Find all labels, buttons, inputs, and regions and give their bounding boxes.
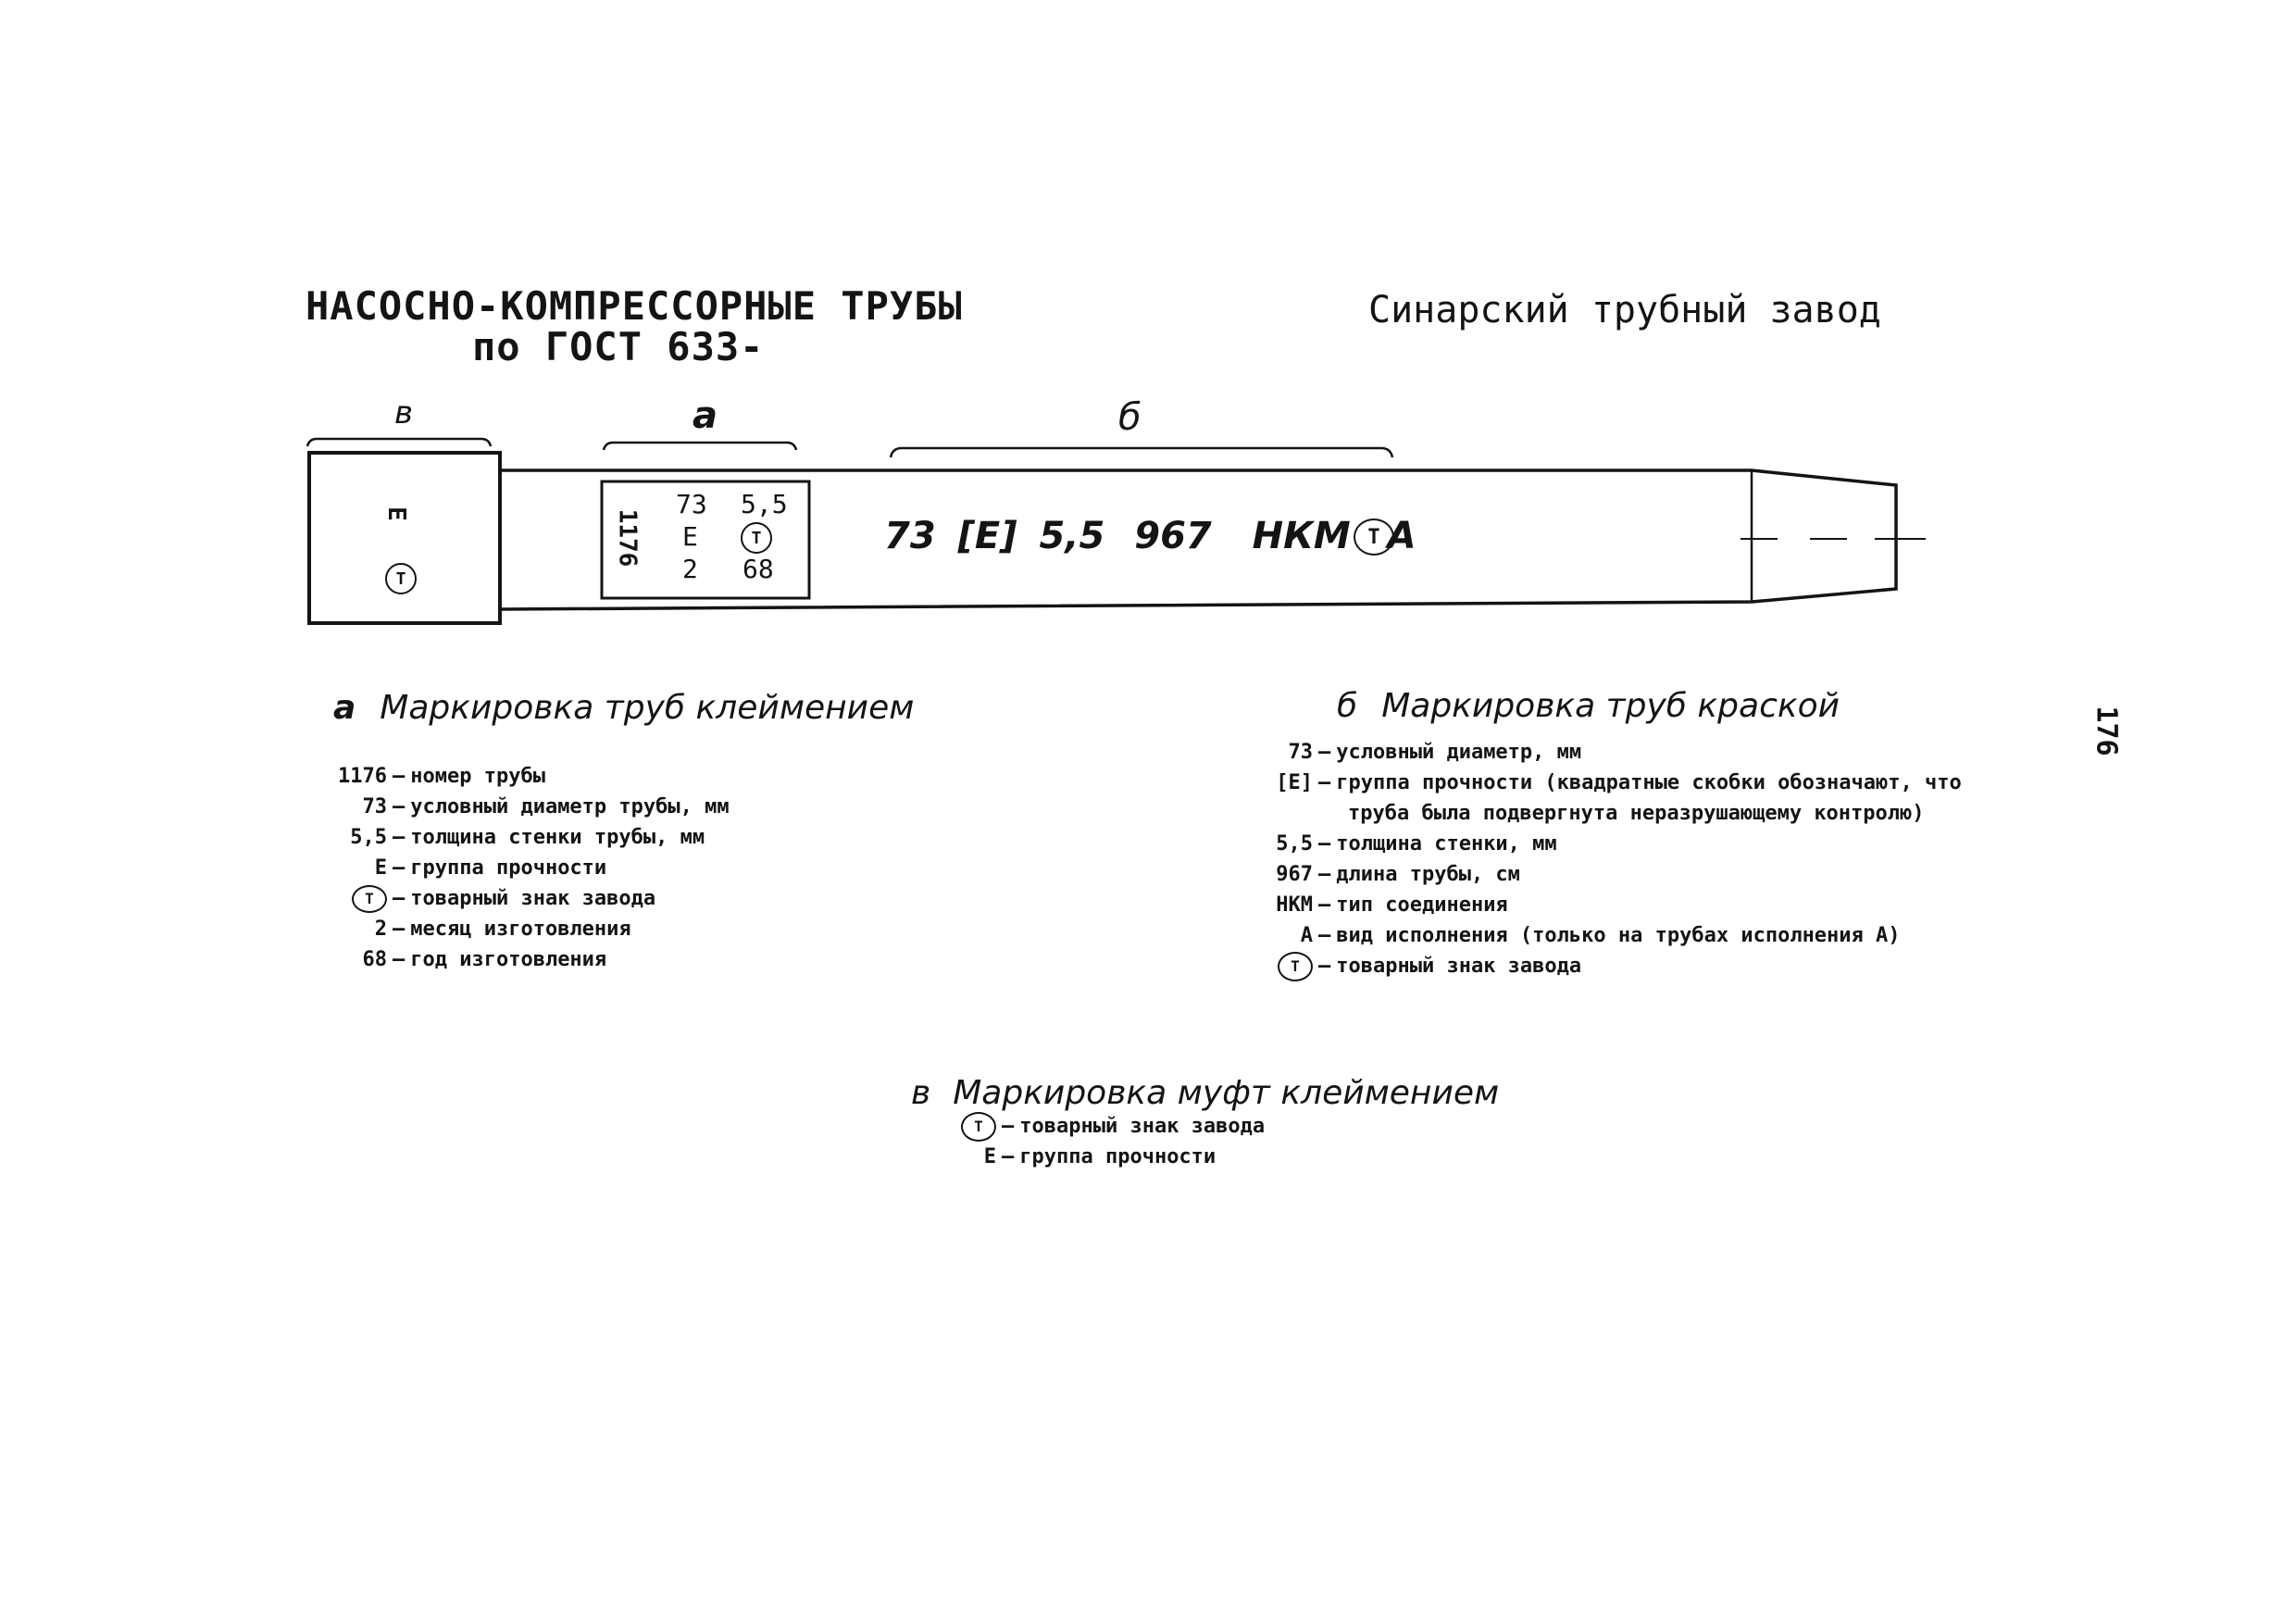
legend-v-caption <box>911 1074 1499 1112</box>
bracket-v <box>307 439 491 446</box>
legend-v-letter: в <box>911 1074 931 1112</box>
list-item: НКМ – тип соединения <box>1261 890 1962 920</box>
list-item: Т – товарный знак завода <box>315 883 730 914</box>
bracket-a <box>604 443 796 450</box>
legend-desc: тип соединения <box>1336 893 1508 917</box>
legend-key: 2 <box>374 918 387 941</box>
plant-name: Синарский трубный завод <box>1368 289 1881 331</box>
bracket-v-label: в <box>394 394 414 431</box>
legend-key: 73 <box>362 795 387 818</box>
stamp-trademark-icon: Т <box>741 522 772 554</box>
list-item: 1176 – номер трубы <box>315 761 730 792</box>
stamp-diameter: 73 <box>676 489 707 519</box>
legend-v-list <box>935 1111 1265 1172</box>
coupling-trademark-icon: Т <box>385 563 417 594</box>
legend-a-letter: а <box>333 689 356 727</box>
legend-desc: группа прочности (квадратные скобки обозначают, что <box>1336 771 1962 794</box>
paint-connection: НКМ <box>1252 515 1351 557</box>
legend-desc: условный диаметр, мм <box>1336 741 1582 764</box>
legend-desc: труба была подвергнута неразрушающему контролю) <box>1348 802 1925 825</box>
list-item <box>1261 798 1962 829</box>
document-title: НАСОСНО-КОМПРЕССОРНЫЕ ТРУБЫ <box>306 283 963 329</box>
legend-b-caption <box>1337 687 1840 725</box>
list-item: [Е] – группа прочности (квадратные скобки обозначают, что <box>1261 768 1962 798</box>
legend-desc: товарный знак завода <box>1019 1115 1266 1138</box>
legend-key: НКМ <box>1276 893 1313 917</box>
legend-desc: толщина стенки, мм <box>1336 832 1557 856</box>
stamp-number: 1176 <box>613 508 642 568</box>
legend-key: 1176 <box>338 765 387 788</box>
trademark-icon: Т <box>961 1112 996 1142</box>
legend-key: Е <box>983 1145 996 1168</box>
stamp-group: Е <box>682 521 698 552</box>
legend-desc: номер трубы <box>410 765 545 788</box>
legend-desc: товарный знак завода <box>410 887 656 910</box>
document-subtitle: по ГОСТ 633- <box>472 324 765 369</box>
legend-v-caption-text: Маркировка муфт клеймением <box>953 1074 1500 1112</box>
legend-desc: толщина стенки трубы, мм <box>410 826 705 849</box>
list-item: 5,5 – толщина стенки трубы, мм <box>315 822 730 853</box>
legend-a-caption <box>333 689 914 727</box>
paint-version: А <box>1387 515 1416 557</box>
legend-a-caption-text: Маркировка труб клеймением <box>380 689 915 727</box>
paint-wall: 5,5 <box>1039 515 1105 557</box>
list-item: А – вид исполнения (только на трубах исполнения А) <box>1261 920 1962 951</box>
list-item: 5,5 – толщина стенки, мм <box>1261 829 1962 859</box>
bracket-b-label: б <box>1118 396 1142 439</box>
list-item: 967 – длина трубы, см <box>1261 859 1962 890</box>
legend-desc: группа прочности <box>410 856 607 880</box>
bracket-b <box>891 448 1392 457</box>
paint-marking <box>884 515 1416 557</box>
legend-key: А <box>1300 924 1313 947</box>
legend-a-list <box>315 761 730 975</box>
paint-group: [Е] <box>957 515 1017 557</box>
legend-key: Е <box>374 856 387 880</box>
stamp-month: 2 <box>682 554 698 584</box>
legend-desc: условный диаметр трубы, мм <box>410 795 730 818</box>
list-item: 68 – год изготовления <box>315 944 730 975</box>
stamp-wall: 5,5 <box>741 489 788 519</box>
list-item: Т – товарный знак завода <box>1261 951 1962 981</box>
stamp-year: 68 <box>742 554 774 584</box>
legend-desc: длина трубы, см <box>1336 863 1520 886</box>
trademark-icon: Т <box>1278 952 1313 981</box>
page-number: 176 <box>2090 706 2123 756</box>
legend-key: 5,5 <box>1276 832 1313 856</box>
legend-b-list <box>1261 737 1962 981</box>
legend-desc: товарный знак завода <box>1336 955 1582 978</box>
list-item: 73 – условный диаметр, мм <box>1261 737 1962 768</box>
bracket-a-label: а <box>693 394 718 437</box>
list-item: Т – товарный знак завода <box>935 1111 1265 1142</box>
legend-key: 68 <box>362 948 387 971</box>
trademark-icon: Т <box>352 885 387 913</box>
legend-desc: месяц изготовления <box>410 918 631 941</box>
paint-length: 967 <box>1134 515 1212 557</box>
list-item: Е – группа прочности <box>935 1142 1265 1172</box>
coupling-group-mark: Е <box>381 506 410 521</box>
legend-desc: вид исполнения (только на трубах исполнения А) <box>1336 924 1901 947</box>
legend-b-caption-text: Маркировка труб краской <box>1381 687 1841 725</box>
paint-diameter: 73 <box>884 515 936 557</box>
paint-trademark-icon: Т <box>1354 518 1394 556</box>
legend-key: 73 <box>1288 741 1313 764</box>
list-item: 73 – условный диаметр трубы, мм <box>315 792 730 822</box>
legend-key: 967 <box>1276 863 1313 886</box>
list-item: Е – группа прочности <box>315 853 730 883</box>
coupling-outline <box>309 453 500 623</box>
legend-key: 5,5 <box>350 826 387 849</box>
list-item: 2 – месяц изготовления <box>315 914 730 944</box>
legend-desc: год изготовления <box>410 948 607 971</box>
legend-b-letter: б <box>1337 687 1358 725</box>
legend-desc: группа прочности <box>1019 1145 1217 1168</box>
legend-key: [Е] <box>1276 771 1313 794</box>
